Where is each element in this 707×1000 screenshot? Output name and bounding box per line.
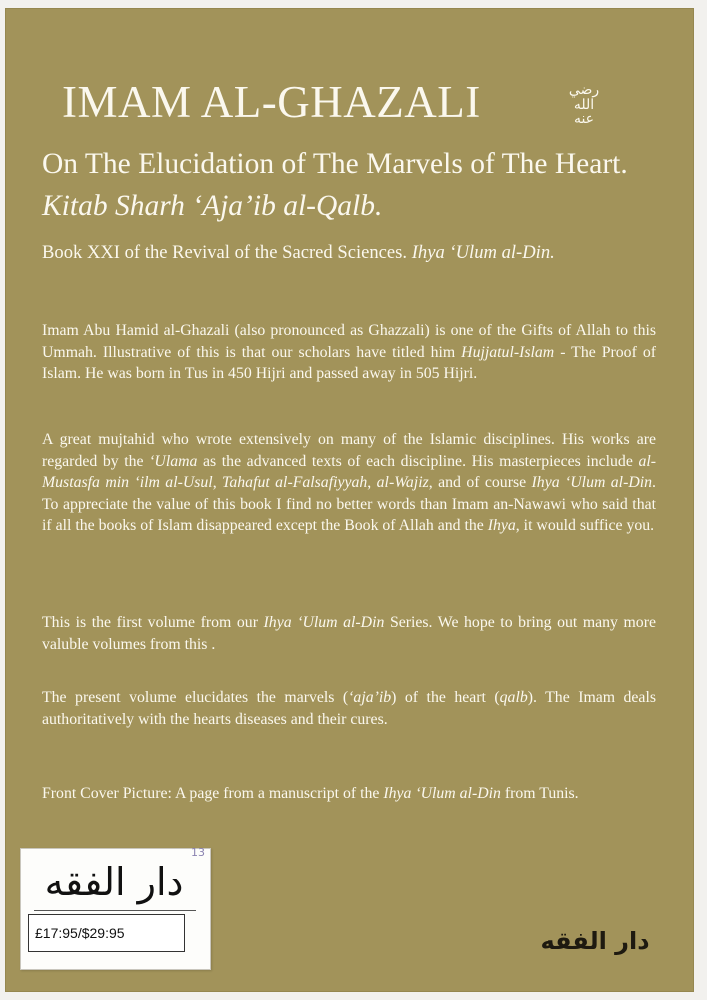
- blurb-paragraph-4: [42, 687, 656, 730]
- sticker-divider: [34, 910, 196, 911]
- text-run-italic: Ihya ‘Ulum al-Din: [383, 785, 501, 802]
- blurb-paragraph-2: [42, 429, 656, 537]
- text-run: - The Proof of Islam. He was born in Tus in 450 Hijri and passed away in 505 Hijri.: [42, 343, 657, 383]
- text-run: as the advanced texts of each discipline. His masterpieces include: [197, 452, 639, 470]
- text-run-italic: al-Mustasfa min ‘ilm al-Usul: [42, 452, 656, 492]
- text-run: , it would suffice you.: [515, 517, 655, 535]
- price-text: £17:95/$29:95: [35, 925, 125, 941]
- text-run-italic: Ihya ‘Ulum al-Din: [263, 614, 385, 631]
- text-run: . To appreciate the value of this book I find no better words than Imam an-Nawawi who said that if all the books of Islam disappeared except the Book of Allah and the: [42, 474, 656, 535]
- text-run: ,: [212, 474, 223, 492]
- text-run-italic: Tahafut al-Falsafiyyah: [222, 474, 368, 492]
- text-run: , and of course: [428, 474, 532, 492]
- book-subtitle: [42, 143, 682, 227]
- text-run: ) of the heart (: [391, 689, 500, 706]
- subtitle-arabic-title: Kitab Sharh ‘Aja’ib al-Qalb.: [42, 190, 383, 222]
- text-run: from Tunis.: [500, 785, 579, 802]
- blurb-paragraph-1: [42, 320, 656, 385]
- text-run: A great mujtahid who wrote extensively on many of the Islamic disciplines. His works are regarded by the: [42, 431, 656, 470]
- subtitle-text: On The Elucidation of The Marvels of The Heart.: [42, 148, 628, 180]
- sticker-publisher-name: دار الفقه: [44, 860, 184, 904]
- sticker-number: 13: [191, 846, 205, 859]
- text-run-italic: ‘aja’ib: [348, 689, 392, 706]
- series-text: Book XXI of the Revival of the Sacred Sciences.: [42, 242, 412, 263]
- text-run: ,: [367, 474, 377, 492]
- text-run-italic: Hujjatul-Islam: [461, 343, 555, 361]
- text-run: Front Cover Picture: A page from a manuscript of the: [42, 785, 384, 802]
- text-run: Series. We hope to bring out many more valuble volumes from this .: [42, 614, 656, 653]
- series-arabic-title: Ihya ‘Ulum al-Din.: [411, 242, 555, 263]
- text-run: Imam Abu Hamid al-Ghazali (also pronounced as Ghazzali) is one of the Gifts of Allah to this Ummah. Illustrative of this is that our scholars have titled him: [42, 322, 656, 361]
- text-run-italic: al-Wajiz: [376, 474, 429, 492]
- text-run-italic: qalb: [499, 689, 528, 706]
- text-run-italic: Ihya ‘Ulum al-Din: [531, 474, 653, 492]
- blurb-paragraph-3: [42, 612, 656, 655]
- honorific-calligraphy: رضي الله عنه: [568, 83, 600, 128]
- text-run: This is the first volume from our: [42, 614, 264, 631]
- text-run-italic: Ihya: [487, 517, 516, 535]
- text-run: ). The Imam deals authoritatively with the hearts diseases and their cures.: [42, 689, 656, 728]
- text-run: The present volume elucidates the marvels (: [42, 689, 349, 706]
- publisher-logo: دار الفقه: [540, 927, 650, 955]
- author-title: IMAM AL-GHAZALI: [62, 77, 481, 127]
- text-run-italic: ‘Ulama: [149, 452, 198, 470]
- series-line: [42, 241, 682, 265]
- cover-credit: [42, 783, 656, 805]
- price-box: [28, 914, 185, 952]
